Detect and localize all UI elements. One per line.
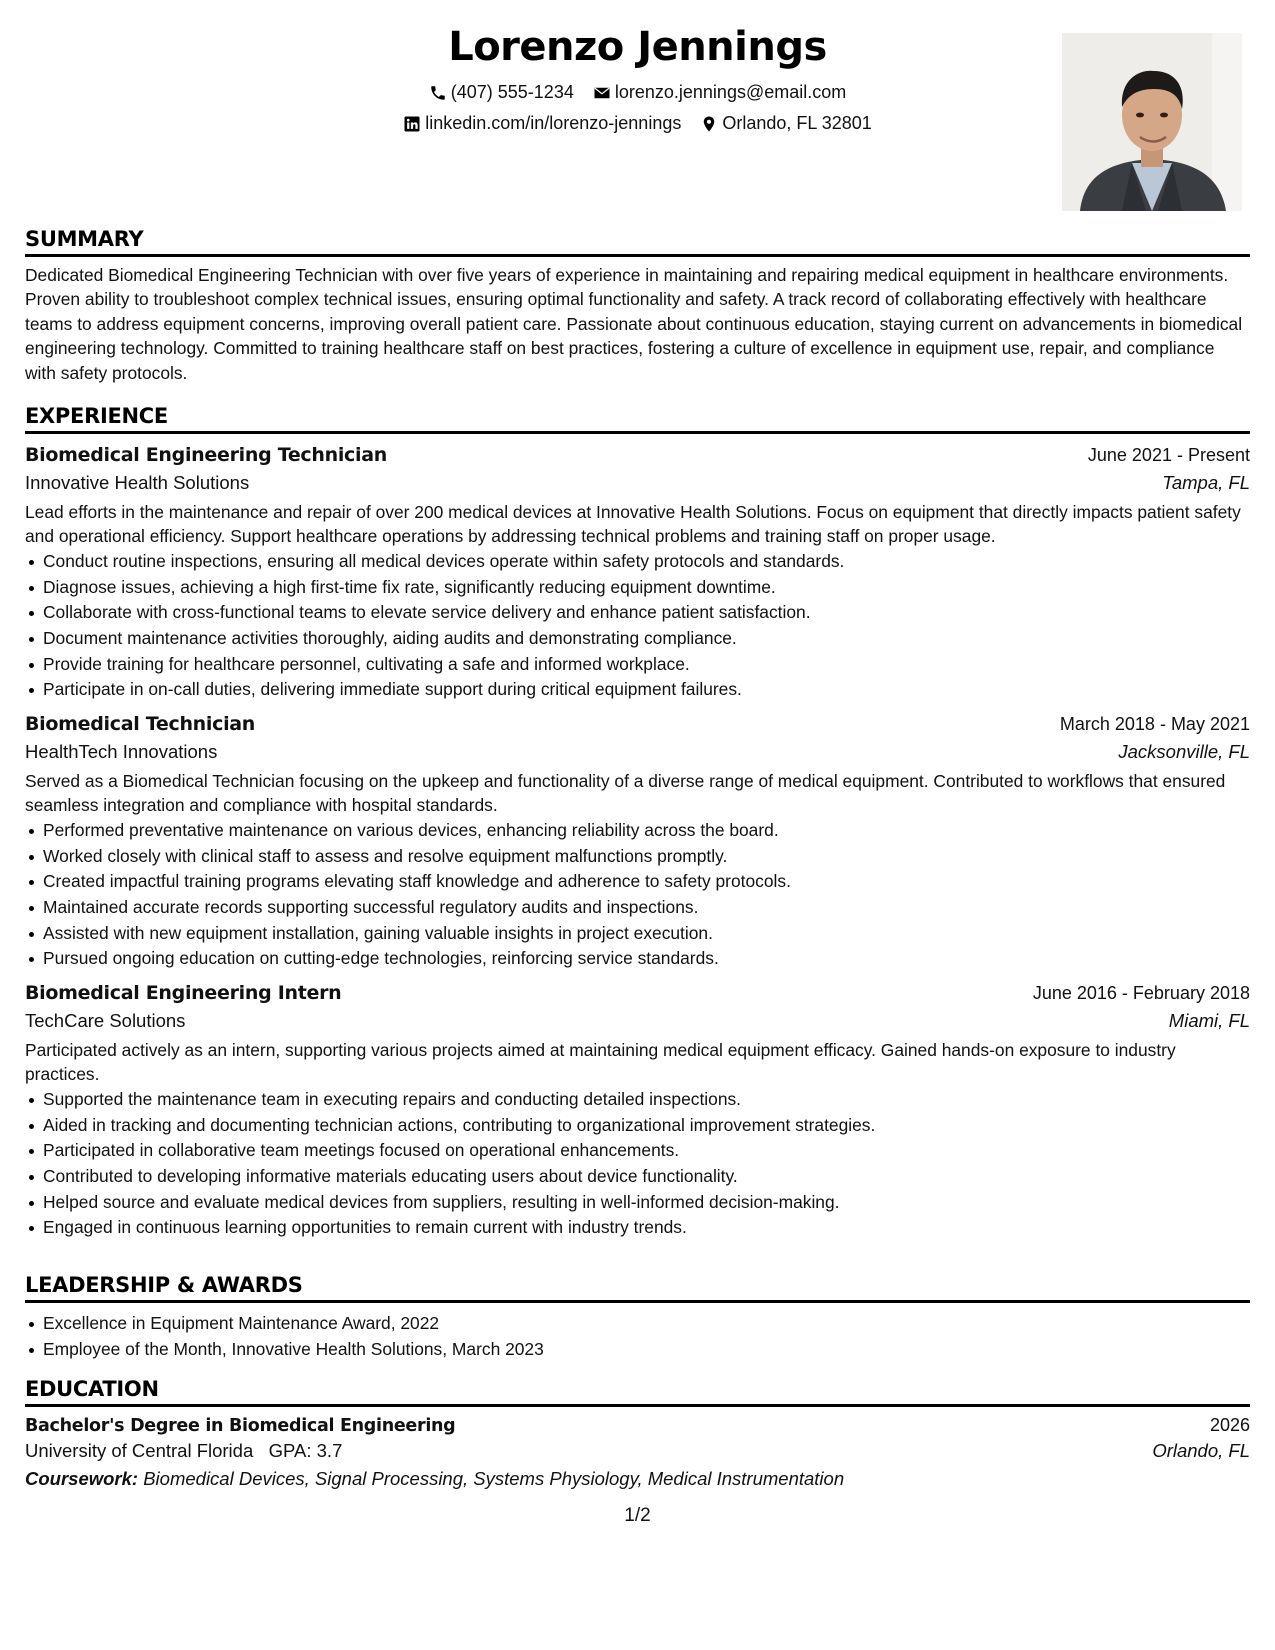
resume-header [25, 0, 1250, 210]
award-item: Excellence in Equipment Maintenance Award, 2022 [43, 1311, 1250, 1337]
job-dates: June 2021 - Present [1087, 445, 1250, 465]
phone-contact [429, 82, 574, 103]
school-location: Orlando, FL [1152, 1440, 1250, 1461]
bullet-item: Contributed to developing informative materials educating users about device functionality. [43, 1164, 1250, 1190]
bullet-item: Diagnose issues, achieving a high first-time fix rate, significantly reducing equipment downtime. [43, 575, 1250, 601]
linkedin-icon [403, 115, 421, 133]
job-location: Jacksonville, FL [1118, 741, 1250, 763]
bullet-item: Participate in on-call duties, delivering immediate support during critical equipment failures. [43, 677, 1250, 703]
candidate-name: Lorenzo Jennings [448, 24, 827, 70]
portrait-illustration [1062, 33, 1242, 211]
job-dates: June 2016 - February 2018 [1032, 983, 1250, 1004]
leadership-heading: LEADERSHIP & AWARDS [25, 1273, 1250, 1303]
phone-icon [429, 84, 447, 102]
job-description: Lead efforts in the maintenance and repair of over 200 medical devices at Innovative Health Solutions. Focus on equipment that directly impacts patient safety and operational efficiency. Support healthcare operations by addressing technical problems and training staff on proper usage. [25, 502, 1241, 547]
map-pin-icon [700, 115, 718, 133]
bullet-item: Collaborate with cross-functional teams to elevate service delivery and enhance patient satisfaction. [43, 600, 1250, 626]
bullet-item: Participated in collaborative team meetings focused on operational enhancements. [43, 1138, 1250, 1164]
job-company: TechCare Solutions [25, 1010, 186, 1032]
location-text: Orlando, FL 32801 [722, 113, 872, 133]
job-company: HealthTech Innovations [25, 741, 218, 763]
job-description: Participated actively as an intern, supporting various projects aimed at maintaining medical equipment efficacy. Gained hands-on exposure to industry practices. [25, 1040, 1176, 1085]
school-info [25, 1440, 342, 1462]
award-list [25, 1311, 1250, 1362]
bullet-item: Pursued ongoing education on cutting-edge technologies, reinforcing service standards. [43, 946, 1250, 972]
job-bullets [25, 1087, 1250, 1241]
resume-page [25, 0, 1250, 1489]
summary-text: Dedicated Biomedical Engineering Technician with over five years of experience in maintaining and repairing medical equipment in healthcare environments. Proven ability to troubleshoot complex technical issues, ensuring optimal functionality and safety. A track record of collaborating effectively with healthcare teams to address equipment concerns, improving overall patient care. Passionate about continuous education, staying current on advancements in biomedical engineering technology. Committed to training healthcare staff on best practices, fostering a culture of excellence in equipment use, repair, and compliance with safety protocols. [25, 265, 1243, 383]
school-name: University of Central Florida [25, 1440, 254, 1461]
job-entry [25, 982, 1250, 1241]
gpa: GPA: 3.7 [268, 1440, 343, 1461]
job-dates: March 2018 - May 2021 [1059, 714, 1250, 735]
coursework-list: Biomedical Devices, Signal Processing, Systems Physiology, Medical Instrumentation [143, 1468, 845, 1489]
bullet-item: Conduct routine inspections, ensuring all medical devices operate within safety protocols and standards. [43, 549, 1250, 575]
job-title: Biomedical Engineering Intern [25, 982, 342, 1005]
coursework [25, 1468, 1250, 1490]
bullet-item: Supported the maintenance team in executing repairs and conducting detailed inspections. [43, 1087, 1250, 1113]
award-item: Employee of the Month, Innovative Health Solutions, March 2023 [43, 1337, 1250, 1363]
coursework-label: Coursework: [25, 1468, 139, 1489]
profile-photo [1062, 33, 1242, 211]
bullet-item: Maintained accurate records supporting successful regulatory audits and inspections. [43, 895, 1250, 921]
graduation-year: 2026 [1209, 1415, 1250, 1435]
degree-title: Bachelor's Degree in Biomedical Engineering [25, 1416, 456, 1436]
job-title: Biomedical Technician [25, 713, 256, 736]
job-location: Miami, FL [1168, 1010, 1250, 1032]
bullet-item: Created impactful training programs elevating staff knowledge and adherence to safety protocols. [43, 869, 1250, 895]
bullet-item: Aided in tracking and documenting technician actions, contributing to organizational improvement strategies. [43, 1113, 1250, 1139]
summary-heading: SUMMARY [25, 227, 1250, 257]
location-contact [700, 113, 871, 134]
bullet-item: Performed preventative maintenance on various devices, enhancing reliability across the board. [43, 818, 1250, 844]
leadership-section [25, 1273, 1250, 1362]
experience-heading: EXPERIENCE [25, 404, 1250, 434]
job-title: Biomedical Engineering Technician [25, 444, 387, 466]
bullet-item: Helped source and evaluate medical devices from suppliers, resulting in well-informed decision-making. [43, 1190, 1250, 1216]
email-contact[interactable] [593, 82, 846, 103]
bullet-item: Assisted with new equipment installation, gaining valuable insights in project execution. [43, 921, 1250, 947]
email-text: lorenzo.jennings@email.com [614, 82, 847, 102]
linkedin-text: linkedin.com/in/lorenzo-jennings [425, 113, 682, 133]
job-description: Served as a Biomedical Technician focusing on the upkeep and functionality of a diverse range of medical equipment. Contributed to workflows that ensured seamless integration and compliance with hospital standards. [25, 771, 1226, 816]
experience-section [25, 404, 1250, 1241]
page-number: 1/2 [624, 1505, 651, 1526]
education-heading: EDUCATION [25, 1377, 1250, 1407]
job-bullets [25, 549, 1250, 703]
bullet-item: Provide training for healthcare personnel, cultivating a safe and informed workplace. [43, 652, 1250, 678]
job-company: Innovative Health Solutions [25, 472, 250, 493]
bullet-item: Document maintenance activities thoroughly, aiding audits and demonstrating compliance. [43, 626, 1250, 652]
job-location: Tampa, FL [1162, 472, 1250, 493]
linkedin-contact[interactable] [403, 113, 681, 134]
bullet-item: Engaged in continuous learning opportunities to remain current with industry trends. [43, 1215, 1250, 1241]
phone-text: (407) 555-1234 [450, 82, 574, 102]
bullet-item: Worked closely with clinical staff to assess and resolve equipment malfunctions promptly. [43, 844, 1250, 870]
job-entry [25, 444, 1250, 703]
envelope-icon [593, 84, 611, 102]
education-section [25, 1377, 1250, 1490]
summary-section [25, 227, 1250, 385]
job-entry [25, 713, 1250, 972]
job-bullets [25, 818, 1250, 972]
